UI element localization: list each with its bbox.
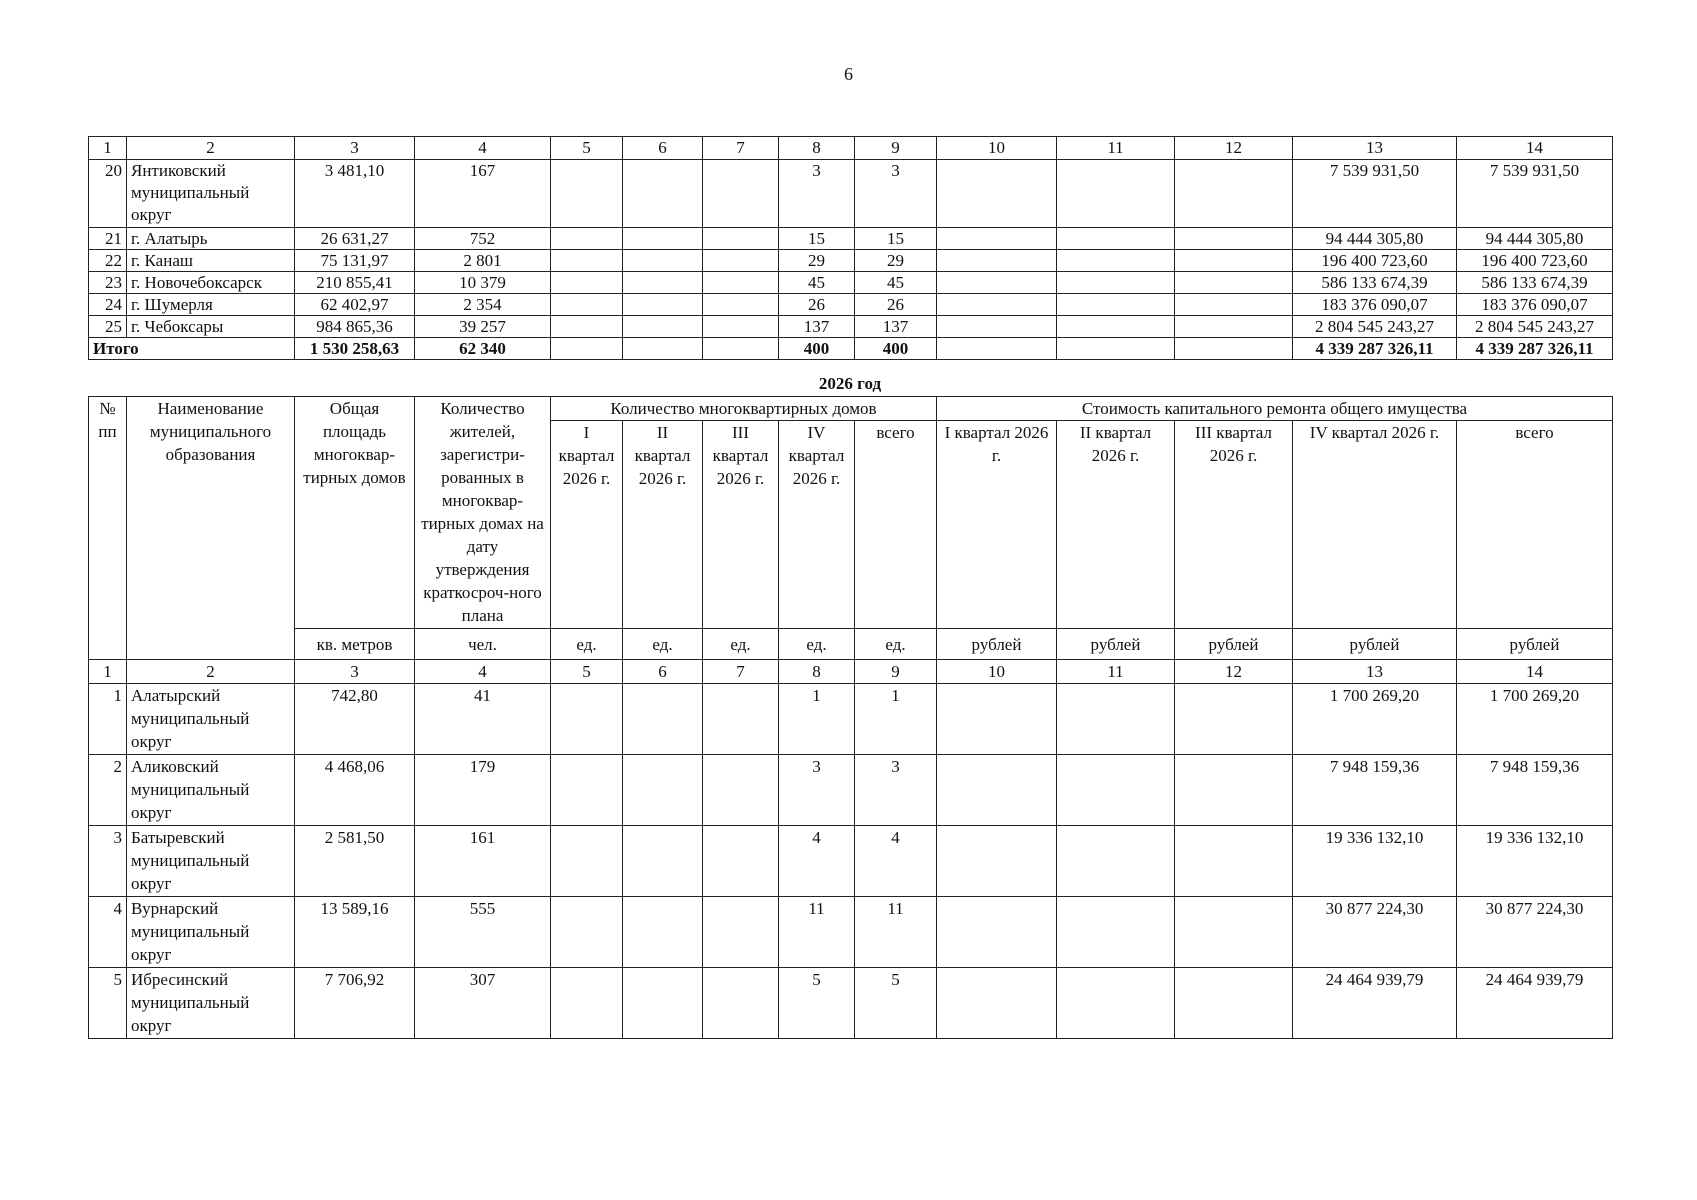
total-row bbox=[89, 338, 1613, 360]
q4-cost-cell: 24 464 939,79 bbox=[1293, 968, 1457, 1039]
residents-cell: 167 bbox=[415, 160, 551, 228]
total-houses-cell: 4 bbox=[855, 826, 937, 897]
residents-cell: 307 bbox=[415, 968, 551, 1039]
q3-cost-cell bbox=[1175, 272, 1293, 294]
col-num: 8 bbox=[779, 137, 855, 160]
total-cost-cell: 19 336 132,10 bbox=[1457, 826, 1613, 897]
municipality-name: Янтиковский муниципальный округ bbox=[127, 160, 295, 228]
q4-cost-cell: 1 700 269,20 bbox=[1293, 684, 1457, 755]
q4-cost-cell: 183 376 090,07 bbox=[1293, 294, 1457, 316]
q3-houses-cell bbox=[703, 897, 779, 968]
total-cost-cell: 24 464 939,79 bbox=[1457, 968, 1613, 1039]
q2-cost-cell bbox=[1057, 228, 1175, 250]
unit-cost-total: рублей bbox=[1457, 629, 1613, 660]
q1-cost-cell bbox=[937, 160, 1057, 228]
unit-q2-cost: рублей bbox=[1057, 629, 1175, 660]
q1-cost-cell bbox=[937, 250, 1057, 272]
col-num: 6 bbox=[623, 660, 703, 684]
q1-houses-cell bbox=[551, 272, 623, 294]
total-houses-cell: 29 bbox=[855, 250, 937, 272]
header-q2-cost: II квартал 2026 г. bbox=[1057, 421, 1175, 629]
residents-cell: 2 354 bbox=[415, 294, 551, 316]
q4-houses-cell: 1 bbox=[779, 684, 855, 755]
q1-cost-cell bbox=[937, 316, 1057, 338]
q2-houses-cell bbox=[623, 826, 703, 897]
header-cost-total: всего bbox=[1457, 421, 1613, 629]
column-number-row bbox=[89, 137, 1613, 160]
table-row bbox=[89, 968, 1613, 1039]
q2-cost-cell bbox=[1057, 968, 1175, 1039]
q1-houses-cell bbox=[551, 316, 623, 338]
q3-houses-cell bbox=[703, 294, 779, 316]
year-title: 2026 год bbox=[818, 374, 882, 393]
col-num: 2 bbox=[127, 660, 295, 684]
q2-houses-cell bbox=[623, 316, 703, 338]
q1-houses-cell bbox=[551, 897, 623, 968]
unit-q1-cost: рублей bbox=[937, 629, 1057, 660]
area-cell: 742,80 bbox=[295, 684, 415, 755]
q1-cost-cell bbox=[937, 968, 1057, 1039]
year-2026-table bbox=[88, 396, 1613, 1039]
empty-cell bbox=[623, 338, 703, 360]
q2-cost-cell bbox=[1057, 897, 1175, 968]
q3-cost-cell bbox=[1175, 294, 1293, 316]
q4-houses-cell: 137 bbox=[779, 316, 855, 338]
q4-houses-cell: 15 bbox=[779, 228, 855, 250]
q2-cost-cell bbox=[1057, 294, 1175, 316]
q3-cost-cell bbox=[1175, 316, 1293, 338]
header-q2-houses: II квартал 2026 г. bbox=[623, 421, 703, 629]
total-houses-cell: 1 bbox=[855, 684, 937, 755]
header-area: Общая площадь многоквар-тирных домов bbox=[295, 397, 415, 629]
q2-cost-cell bbox=[1057, 684, 1175, 755]
area-cell: 13 589,16 bbox=[295, 897, 415, 968]
area-cell: 62 402,97 bbox=[295, 294, 415, 316]
unit-q3-houses: ед. bbox=[703, 629, 779, 660]
header-row bbox=[89, 397, 1613, 421]
area-cell: 210 855,41 bbox=[295, 272, 415, 294]
header-residents: Количество жителей, зарегистри-рованных в многоквар-тирных домах на дату утверждения краткосроч-ного плана bbox=[415, 397, 551, 629]
col-num: 13 bbox=[1293, 137, 1457, 160]
q2-cost-cell bbox=[1057, 160, 1175, 228]
row-number: 25 bbox=[89, 316, 127, 338]
header-q3-houses: III квартал 2026 г. bbox=[703, 421, 779, 629]
col-num: 4 bbox=[415, 660, 551, 684]
col-num: 3 bbox=[295, 660, 415, 684]
empty-cell bbox=[937, 338, 1057, 360]
total-cost-cell: 2 804 545 243,27 bbox=[1457, 316, 1613, 338]
unit-q4-cost: рублей bbox=[1293, 629, 1457, 660]
q1-cost-cell bbox=[937, 897, 1057, 968]
municipality-name: г. Чебоксары bbox=[127, 316, 295, 338]
area-cell: 75 131,97 bbox=[295, 250, 415, 272]
municipality-name: Аликовский муниципальный округ bbox=[127, 755, 295, 826]
col-num: 14 bbox=[1457, 137, 1613, 160]
q1-houses-cell bbox=[551, 294, 623, 316]
empty-cell bbox=[1175, 338, 1293, 360]
q3-cost-cell bbox=[1175, 250, 1293, 272]
q3-cost-cell bbox=[1175, 684, 1293, 755]
q4-houses-cell: 11 bbox=[779, 897, 855, 968]
row-number: 1 bbox=[89, 684, 127, 755]
column-number-row bbox=[89, 660, 1613, 684]
col-num: 5 bbox=[551, 137, 623, 160]
table-row bbox=[89, 755, 1613, 826]
row-number: 24 bbox=[89, 294, 127, 316]
q4-cost-cell: 196 400 723,60 bbox=[1293, 250, 1457, 272]
q4-cost-cell: 7 539 931,50 bbox=[1293, 160, 1457, 228]
col-num: 8 bbox=[779, 660, 855, 684]
q2-cost-cell bbox=[1057, 826, 1175, 897]
table-row bbox=[89, 160, 1613, 228]
col-num: 2 bbox=[127, 137, 295, 160]
q2-cost-cell bbox=[1057, 316, 1175, 338]
total-area-cell: 1 530 258,63 bbox=[295, 338, 415, 360]
municipality-name: Ибресинский муниципальный округ bbox=[127, 968, 295, 1039]
table-row bbox=[89, 250, 1613, 272]
q2-houses-cell bbox=[623, 897, 703, 968]
q1-cost-cell bbox=[937, 755, 1057, 826]
table-row bbox=[89, 294, 1613, 316]
q2-houses-cell bbox=[623, 294, 703, 316]
col-num: 5 bbox=[551, 660, 623, 684]
q3-cost-cell bbox=[1175, 228, 1293, 250]
total-cost-sum-cell: 4 339 287 326,11 bbox=[1457, 338, 1613, 360]
q3-houses-cell bbox=[703, 228, 779, 250]
col-num: 6 bbox=[623, 137, 703, 160]
col-num: 9 bbox=[855, 660, 937, 684]
header-houses-total: всего bbox=[855, 421, 937, 629]
unit-houses-total: ед. bbox=[855, 629, 937, 660]
q2-cost-cell bbox=[1057, 272, 1175, 294]
q4-houses-cell: 26 bbox=[779, 294, 855, 316]
header-cost-group: Стоимость капитального ремонта общего имущества bbox=[937, 397, 1613, 421]
residents-cell: 2 801 bbox=[415, 250, 551, 272]
total-q4-houses-cell: 400 bbox=[779, 338, 855, 360]
q4-cost-cell: 2 804 545 243,27 bbox=[1293, 316, 1457, 338]
area-cell: 2 581,50 bbox=[295, 826, 415, 897]
residents-cell: 39 257 bbox=[415, 316, 551, 338]
q1-houses-cell bbox=[551, 684, 623, 755]
residents-cell: 41 bbox=[415, 684, 551, 755]
col-num: 9 bbox=[855, 137, 937, 160]
total-houses-cell: 11 bbox=[855, 897, 937, 968]
q2-houses-cell bbox=[623, 968, 703, 1039]
q4-houses-cell: 4 bbox=[779, 826, 855, 897]
q4-houses-cell: 3 bbox=[779, 755, 855, 826]
header-q3-cost: III квартал 2026 г. bbox=[1175, 421, 1293, 629]
total-cost-cell: 7 539 931,50 bbox=[1457, 160, 1613, 228]
municipality-name: Алатырский муниципальный округ bbox=[127, 684, 295, 755]
q4-houses-cell: 29 bbox=[779, 250, 855, 272]
q2-houses-cell bbox=[623, 228, 703, 250]
header-houses-group: Количество многоквартирных домов bbox=[551, 397, 937, 421]
total-houses-cell: 15 bbox=[855, 228, 937, 250]
q3-cost-cell bbox=[1175, 755, 1293, 826]
municipality-name: Вурнарский муниципальный округ bbox=[127, 897, 295, 968]
col-num: 4 bbox=[415, 137, 551, 160]
q2-cost-cell bbox=[1057, 755, 1175, 826]
total-houses-cell: 3 bbox=[855, 160, 937, 228]
q4-houses-cell: 45 bbox=[779, 272, 855, 294]
q3-houses-cell bbox=[703, 755, 779, 826]
header-q4-cost: IV квартал 2026 г. bbox=[1293, 421, 1457, 629]
col-num: 1 bbox=[89, 137, 127, 160]
empty-cell bbox=[551, 338, 623, 360]
row-number: 20 bbox=[89, 160, 127, 228]
q1-cost-cell bbox=[937, 228, 1057, 250]
row-number: 5 bbox=[89, 968, 127, 1039]
row-number: 2 bbox=[89, 755, 127, 826]
q1-houses-cell bbox=[551, 826, 623, 897]
q4-houses-cell: 3 bbox=[779, 160, 855, 228]
area-cell: 7 706,92 bbox=[295, 968, 415, 1039]
municipality-name: Батыревский муниципальный округ bbox=[127, 826, 295, 897]
q3-houses-cell bbox=[703, 250, 779, 272]
table-row bbox=[89, 684, 1613, 755]
empty-cell bbox=[703, 338, 779, 360]
unit-q3-cost: рублей bbox=[1175, 629, 1293, 660]
q3-houses-cell bbox=[703, 160, 779, 228]
row-number: 22 bbox=[89, 250, 127, 272]
col-num: 11 bbox=[1057, 660, 1175, 684]
total-cost-cell: 7 948 159,36 bbox=[1457, 755, 1613, 826]
total-cost-cell: 30 877 224,30 bbox=[1457, 897, 1613, 968]
q4-cost-cell: 586 133 674,39 bbox=[1293, 272, 1457, 294]
header-q1-houses: I квартал 2026 г. bbox=[551, 421, 623, 629]
total-residents-cell: 62 340 bbox=[415, 338, 551, 360]
q1-cost-cell bbox=[937, 826, 1057, 897]
q3-houses-cell bbox=[703, 684, 779, 755]
table-row bbox=[89, 316, 1613, 338]
q1-houses-cell bbox=[551, 968, 623, 1039]
total-label: Итого bbox=[89, 338, 295, 360]
row-number: 21 bbox=[89, 228, 127, 250]
q1-houses-cell bbox=[551, 250, 623, 272]
table-row bbox=[89, 826, 1613, 897]
q2-houses-cell bbox=[623, 684, 703, 755]
header-q1-cost: I квартал 2026 г. bbox=[937, 421, 1057, 629]
area-cell: 3 481,10 bbox=[295, 160, 415, 228]
total-houses-cell: 5 bbox=[855, 968, 937, 1039]
row-number: 4 bbox=[89, 897, 127, 968]
col-num: 7 bbox=[703, 137, 779, 160]
q2-cost-cell bbox=[1057, 250, 1175, 272]
unit-residents: чел. bbox=[415, 629, 551, 660]
units-row bbox=[89, 629, 1613, 660]
q2-houses-cell bbox=[623, 755, 703, 826]
municipality-name: г. Новочебоксарск bbox=[127, 272, 295, 294]
area-cell: 26 631,27 bbox=[295, 228, 415, 250]
q3-cost-cell bbox=[1175, 826, 1293, 897]
total-houses-sum-cell: 400 bbox=[855, 338, 937, 360]
empty-cell bbox=[1057, 338, 1175, 360]
unit-area: кв. метров bbox=[295, 629, 415, 660]
residents-cell: 161 bbox=[415, 826, 551, 897]
q1-cost-cell bbox=[937, 684, 1057, 755]
total-houses-cell: 3 bbox=[855, 755, 937, 826]
header-name: Наименование муниципального образования bbox=[127, 397, 295, 660]
total-cost-cell: 196 400 723,60 bbox=[1457, 250, 1613, 272]
q3-houses-cell bbox=[703, 272, 779, 294]
page-number: 6 bbox=[844, 64, 853, 84]
municipality-name: г. Шумерля bbox=[127, 294, 295, 316]
q3-houses-cell bbox=[703, 826, 779, 897]
q1-houses-cell bbox=[551, 160, 623, 228]
table-row bbox=[89, 228, 1613, 250]
unit-q2-houses: ед. bbox=[623, 629, 703, 660]
col-num: 14 bbox=[1457, 660, 1613, 684]
q1-cost-cell bbox=[937, 272, 1057, 294]
q4-cost-cell: 94 444 305,80 bbox=[1293, 228, 1457, 250]
municipality-name: г. Алатырь bbox=[127, 228, 295, 250]
residents-cell: 555 bbox=[415, 897, 551, 968]
q1-cost-cell bbox=[937, 294, 1057, 316]
q2-houses-cell bbox=[623, 272, 703, 294]
municipality-name: г. Канаш bbox=[127, 250, 295, 272]
col-num: 3 bbox=[295, 137, 415, 160]
q3-cost-cell bbox=[1175, 968, 1293, 1039]
q3-houses-cell bbox=[703, 968, 779, 1039]
q4-cost-cell: 7 948 159,36 bbox=[1293, 755, 1457, 826]
col-num: 10 bbox=[937, 660, 1057, 684]
q1-houses-cell bbox=[551, 228, 623, 250]
q2-houses-cell bbox=[623, 160, 703, 228]
residents-cell: 179 bbox=[415, 755, 551, 826]
residents-cell: 752 bbox=[415, 228, 551, 250]
q4-cost-cell: 30 877 224,30 bbox=[1293, 897, 1457, 968]
col-num: 12 bbox=[1175, 137, 1293, 160]
previous-year-table bbox=[88, 136, 1613, 360]
q3-cost-cell bbox=[1175, 160, 1293, 228]
total-houses-cell: 26 bbox=[855, 294, 937, 316]
total-cost-cell: 183 376 090,07 bbox=[1457, 294, 1613, 316]
col-num: 1 bbox=[89, 660, 127, 684]
total-q4-cost-cell: 4 339 287 326,11 bbox=[1293, 338, 1457, 360]
residents-cell: 10 379 bbox=[415, 272, 551, 294]
header-no: № пп bbox=[89, 397, 127, 660]
total-cost-cell: 1 700 269,20 bbox=[1457, 684, 1613, 755]
table-row bbox=[89, 272, 1613, 294]
q3-houses-cell bbox=[703, 316, 779, 338]
area-cell: 984 865,36 bbox=[295, 316, 415, 338]
unit-q4-houses: ед. bbox=[779, 629, 855, 660]
q4-houses-cell: 5 bbox=[779, 968, 855, 1039]
q2-houses-cell bbox=[623, 250, 703, 272]
total-cost-cell: 94 444 305,80 bbox=[1457, 228, 1613, 250]
q1-houses-cell bbox=[551, 755, 623, 826]
col-num: 11 bbox=[1057, 137, 1175, 160]
q3-cost-cell bbox=[1175, 897, 1293, 968]
col-num: 10 bbox=[937, 137, 1057, 160]
total-cost-cell: 586 133 674,39 bbox=[1457, 272, 1613, 294]
area-cell: 4 468,06 bbox=[295, 755, 415, 826]
col-num: 13 bbox=[1293, 660, 1457, 684]
header-q4-houses: IV квартал 2026 г. bbox=[779, 421, 855, 629]
row-number: 23 bbox=[89, 272, 127, 294]
q4-cost-cell: 19 336 132,10 bbox=[1293, 826, 1457, 897]
col-num: 7 bbox=[703, 660, 779, 684]
row-number: 3 bbox=[89, 826, 127, 897]
col-num: 12 bbox=[1175, 660, 1293, 684]
unit-q1-houses: ед. bbox=[551, 629, 623, 660]
total-houses-cell: 137 bbox=[855, 316, 937, 338]
table-row bbox=[89, 897, 1613, 968]
total-houses-cell: 45 bbox=[855, 272, 937, 294]
